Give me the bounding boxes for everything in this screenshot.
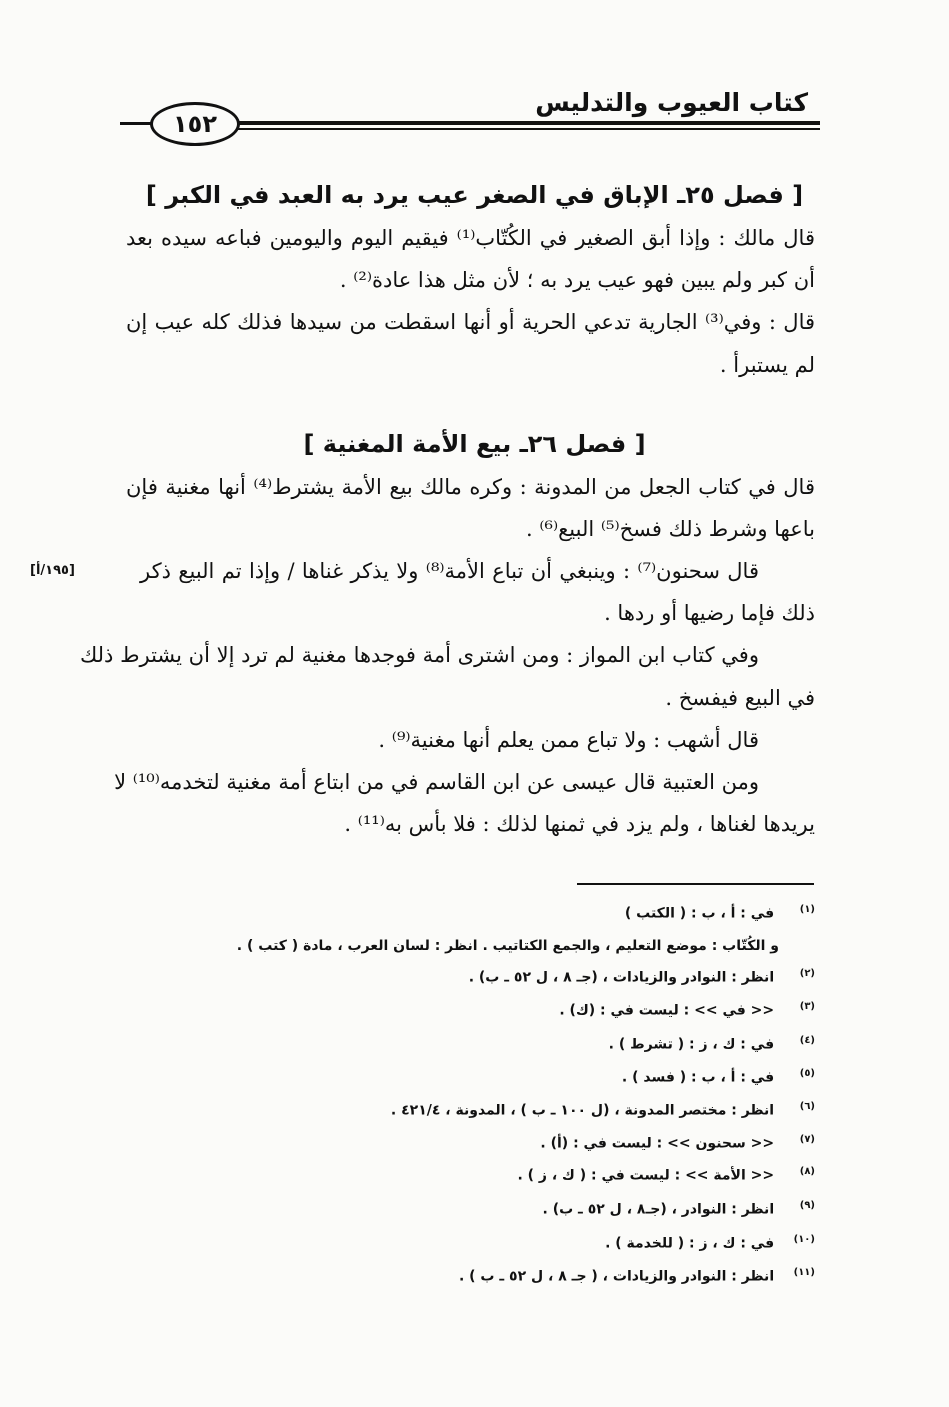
section-26-line-7: قال أشهب : ولا تباع ممن يعلم أنها مغنية⁽⁹⁾ . [378, 728, 759, 752]
footnote-1: (١) في : أ ، ب : ( الكتب ) [624, 904, 815, 922]
header-rule-thick [215, 121, 820, 125]
footnote-5: (٥) في : أ ، ب : ( فسد ) . [621, 1068, 815, 1086]
section-26-line-3: قال سحنون⁽⁷⁾ : وينبغي أن تباع الأمة⁽⁸⁾ ولا يذكر غناها / وإذا تم البيع ذكر [140, 559, 759, 583]
section-25-title: [ فصل ٢٥ـ الإباق في الصغر عيب يرد به العبد في الكبر ] [145, 181, 804, 209]
header-rule-thin [215, 128, 820, 130]
section-25-line-4: لم يستبرأ . [719, 353, 815, 377]
footnote-11: (١١) انظر : النوادر والزيادات ، ( جـ ٨ ، ل ٥٢ ـ ب ) . [458, 1267, 815, 1285]
footnote-6: (٦) انظر : مختصر المدونة ، (ل ١٠٠ ـ ب ) ، المدونة ، ٤٢١/٤ . [390, 1101, 815, 1119]
section-25-line-1: قال مالك : وإذا أبق الصغير في الكُتّاب⁽¹⁾ فيقيم اليوم واليومين فباعه سيده بعد [126, 226, 815, 250]
section-26-line-1: قال في كتاب الجعل من المدونة : وكره مالك بيع الأمة يشترط⁽⁴⁾ أنها مغنية فإن [126, 475, 815, 499]
footnote-3: (٣) << في >> : ليست في : (ك) . [559, 1001, 815, 1019]
footnote-9: (٩) انظر : النوادر ، (جـ٨ ، ل ٥٢ ـ ب) . [542, 1200, 815, 1218]
footnote-7: (٧) << سحنون >> : ليست في : (أ) . [540, 1134, 815, 1152]
page-number: ١٥٢ [150, 102, 240, 146]
book-title: كتاب العيوب والتدليس [535, 88, 808, 117]
footnote-8: (٨) << الأمة >> : ليست في : ( ك ، ز ) . [517, 1166, 815, 1184]
footnote-separator [577, 883, 814, 885]
footnote-4: (٤) في : ك ، ز : ( تشرط ) . [608, 1035, 815, 1053]
footnote-2: (٢) انظر : النوادر والزيادات ، (جـ ٨ ، ل ٥٢ ـ ب) . [468, 968, 815, 986]
section-25-line-2: أن كبر ولم يبين فهو عيب يرد به ؛ لأن مثل هذا عادة⁽²⁾ . [339, 268, 815, 292]
footnote-1-continued: و الكُتّاب : موضع التعليم ، والجمع الكتاتيب . انظر : لسان العرب ، مادة ( كتب ) . [236, 938, 779, 954]
page-header [120, 82, 820, 152]
section-26-line-9: يريدها لغناها ، ولم يزد في ثمنها لذلك : فلا بأس به⁽¹¹⁾ . [344, 812, 815, 836]
section-26-title: [ فصل ٢٦ـ بيع الأمة المغنية ] [303, 430, 646, 458]
section-26-line-8: ومن العتبية قال عيسى عن ابن القاسم في من ابتاع أمة مغنية لتخدمه⁽¹⁰⁾ لا [114, 770, 759, 794]
footnote-10: (١٠) في : ك ، ز : ( للخدمة ) . [605, 1234, 815, 1252]
section-26-line-6: في البيع فيفسخ . [665, 686, 815, 710]
section-26-line-4: ذلك فإما رضيها أو ردها . [604, 601, 815, 625]
section-25-line-3: قال : وفي⁽³⁾ الجارية تدعي الحرية أو أنها اسقطت من سيدها فذلك كله عيب إن [126, 310, 816, 334]
margin-folio-note: [١٩٥/أ] [30, 563, 75, 578]
section-26-line-2: باعها وشرط ذلك فسخ⁽⁵⁾ البيع⁽⁶⁾ . [526, 517, 815, 541]
section-26-line-5: وفي كتاب ابن المواز : ومن اشترى أمة فوجدها مغنية لم ترد إلا أن يشترط ذلك [79, 643, 759, 667]
